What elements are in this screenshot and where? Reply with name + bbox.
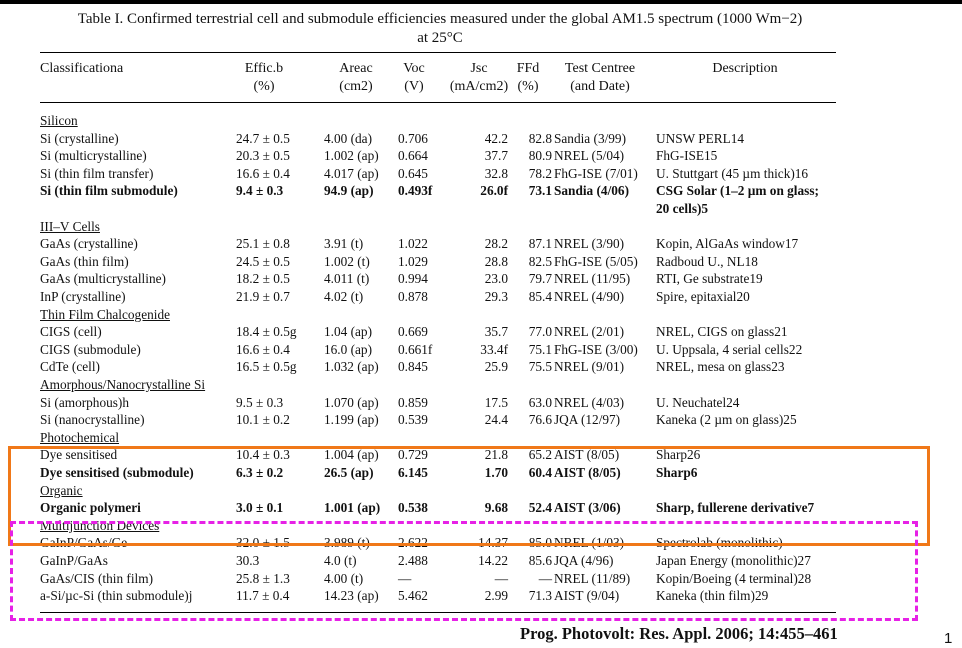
cell-description: U. Stuttgart (45 µm thick)16 (656, 165, 809, 181)
cell-efficiency: 16.6 ± 0.4 (236, 341, 290, 357)
cell-area: 1.004 (ap) (324, 447, 379, 463)
cell-area: 16.0 (ap) (324, 341, 372, 357)
cell-test-centre: FhG-ISE (3/00) (554, 341, 638, 357)
cell-jsc: 28.2 (484, 236, 508, 252)
cell-jsc: 14.37 (478, 535, 508, 551)
cell-jsc: 33.4f (480, 341, 508, 357)
header-classification: Classificationa (40, 61, 124, 76)
cell-test-centre: Sandia (3/99) (554, 130, 627, 146)
cell-area: 14.23 (ap) (324, 588, 379, 604)
header-effic (236, 60, 292, 96)
cell-classification: GaAs (thin film) (40, 253, 129, 269)
cell-area: 1.001 (ap) (324, 500, 381, 516)
cell-voc: — (398, 570, 412, 586)
table-top-rule (40, 52, 836, 53)
cell-test-centre: NREL (11/95) (554, 271, 631, 287)
cell-description: Japan Energy (monolithic)27 (656, 553, 811, 568)
table-row (40, 358, 836, 376)
section-heading-row (40, 218, 836, 236)
cell-test-centre: AIST (8/05) (554, 447, 620, 463)
header-ff-unit: (%) (517, 79, 539, 94)
cell-test-centre: NREL (9/01) (554, 359, 625, 375)
cell-area: 4.00 (t) (324, 570, 364, 586)
section-heading: III–V Cells (40, 218, 100, 234)
cell-area: 1.199 (ap) (324, 412, 379, 428)
cell-ff: 71.3 (528, 588, 552, 604)
cell-area: 3.989 (t) (324, 535, 370, 551)
header-test-centre-date: (and Date) (570, 79, 630, 94)
section-heading: Thin Film Chalcogenide (40, 306, 170, 322)
cell-area: 4.00 (da) (324, 130, 372, 146)
cell-description-continued: 20 cells)5 (656, 200, 709, 216)
caption-line-1: Table I. Confirmed terrestrial cell and submodule efficiencies measured under the global AM1.5 spectrum (1000 Wm−2) (77, 11, 803, 27)
cell-voc: 5.462 (398, 588, 428, 604)
cell-voc: 1.022 (398, 236, 428, 252)
cell-area: 4.017 (ap) (324, 165, 379, 181)
header-effic-unit: (%) (253, 79, 275, 94)
cell-voc: 0.878 (398, 289, 428, 304)
cell-test-centre: NREL (4/03) (554, 394, 625, 410)
cell-voc: 0.645 (398, 165, 428, 181)
cell-test-centre: AIST (3/06) (554, 500, 621, 516)
cell-jsc: 14.22 (478, 553, 508, 568)
cell-description: Radboud U., NL18 (656, 253, 758, 269)
cell-ff: 78.2 (528, 165, 552, 181)
section-heading: Photochemical (40, 429, 120, 445)
table-row (40, 147, 836, 165)
cell-efficiency: 3.0 ± 0.1 (236, 500, 284, 516)
cell-classification: GaInP/GaAs/Ge (40, 535, 128, 551)
header-jsc-label: Jsc (470, 61, 488, 76)
cell-classification: Dye sensitised (40, 447, 118, 463)
cell-area: 1.032 (ap) (324, 359, 379, 375)
cell-jsc: 32.8 (484, 165, 508, 181)
cell-efficiency: 9.5 ± 0.3 (236, 394, 284, 410)
cell-voc: 0.493f (398, 183, 433, 199)
header-ff-label: FFd (516, 61, 540, 76)
cell-jsc: 9.68 (484, 500, 508, 516)
section-heading: Silicon (40, 113, 78, 128)
cell-ff: 75.1 (528, 341, 552, 357)
cell-voc: 0.859 (398, 394, 428, 410)
cell-classification: Si (crystalline) (40, 130, 119, 146)
cell-ff: 85.4 (528, 289, 552, 304)
cell-ff: 63.0 (528, 394, 552, 410)
cell-test-centre: NREL (5/04) (554, 148, 625, 164)
cell-area: 1.002 (t) (324, 253, 370, 269)
table-row (40, 411, 836, 429)
cell-area: 94.9 (ap) (324, 183, 374, 199)
cell-description: Sharp, fullerene derivative7 (656, 500, 815, 516)
cell-efficiency: 24.7 ± 0.5 (236, 130, 290, 146)
cell-efficiency: 32.0 ± 1.5 (236, 535, 290, 551)
cell-voc: 0.539 (398, 412, 428, 428)
cell-efficiency: 21.9 ± 0.7 (236, 289, 290, 304)
cell-ff: 76.6 (528, 412, 552, 428)
cell-jsc: 42.2 (484, 130, 508, 146)
cell-efficiency: 18.2 ± 0.5 (236, 271, 290, 287)
cell-area: 4.02 (t) (324, 289, 364, 304)
header-jsc-unit: (mA/cm2) (449, 79, 509, 94)
section-heading: Amorphous/Nanocrystalline Si (40, 377, 206, 392)
cell-classification: GaAs/CIS (thin film) (40, 570, 154, 586)
cell-voc: 0.845 (398, 359, 428, 375)
cell-classification: Si (nanocrystalline) (40, 412, 145, 428)
cell-jsc: 26.0f (480, 183, 508, 199)
cell-area: 1.070 (ap) (324, 394, 379, 410)
cell-classification: InP (crystalline) (40, 289, 126, 304)
section-heading-row (40, 429, 836, 447)
cell-efficiency: 25.8 ± 1.3 (236, 570, 290, 586)
cell-area: 4.011 (t) (324, 271, 370, 287)
cell-efficiency: 24.5 ± 0.5 (236, 253, 290, 269)
cell-ff: 80.9 (528, 148, 552, 164)
cell-ff: 82.5 (528, 253, 552, 269)
table-header-rule (40, 102, 836, 103)
cell-classification: CIGS (submodule) (40, 341, 141, 357)
cell-ff: 82.8 (528, 130, 552, 146)
cell-voc: 0.729 (398, 447, 428, 463)
table-row (40, 165, 836, 183)
cell-voc: 0.706 (398, 130, 428, 146)
cell-classification: CIGS (cell) (40, 324, 102, 340)
cell-ff: 77.0 (528, 324, 552, 340)
section-heading: Multijunction Devices (40, 517, 160, 533)
table-row (40, 270, 836, 288)
cell-area: 1.002 (ap) (324, 148, 379, 164)
cell-efficiency: 30.3 (236, 553, 260, 568)
cell-jsc: 29.3 (484, 289, 508, 304)
cell-jsc: 35.7 (484, 324, 508, 340)
cell-test-centre: NREL (4/90) (554, 289, 625, 304)
table-row (40, 323, 836, 341)
table-row (40, 182, 836, 216)
cell-jsc: 23.0 (484, 271, 508, 287)
cell-efficiency: 18.4 ± 0.5g (236, 324, 297, 340)
page-number: 1 (944, 630, 953, 647)
cell-voc: 0.661f (398, 341, 433, 357)
cell-description: Sharp6 (656, 465, 698, 480)
cell-efficiency: 11.7 ± 0.4 (236, 588, 290, 604)
magenta-dashed-highlight-box (10, 521, 918, 621)
cell-classification: Si (amorphous)h (40, 394, 130, 410)
cell-classification: a-Si/µc-Si (thin submodule)j (40, 588, 193, 604)
cell-voc: 1.029 (398, 253, 428, 269)
cell-ff: 73.1 (528, 183, 552, 199)
cell-jsc: 28.8 (484, 253, 508, 269)
section-heading-row (40, 376, 836, 394)
section-heading: Organic (40, 482, 83, 498)
cell-classification: CdTe (cell) (40, 359, 100, 375)
cell-test-centre: AIST (9/04) (554, 588, 620, 604)
cell-classification: GaInP/GaAs (40, 553, 108, 568)
cell-test-centre: JQA (12/97) (554, 412, 621, 428)
cell-test-centre: NREL (11/89) (554, 570, 631, 586)
header-voc (392, 60, 436, 96)
cell-test-centre: Sandia (4/06) (554, 183, 629, 199)
cell-description: FhG-ISE15 (656, 148, 718, 164)
table-row (40, 130, 836, 148)
cell-voc: 0.664 (398, 148, 428, 164)
cell-test-centre: FhG-ISE (7/01) (554, 165, 638, 181)
header-effic-label: Effic.b (244, 61, 284, 76)
cell-ff: 87.1 (528, 236, 552, 252)
table-row (40, 341, 836, 359)
cell-description: NREL, CIGS on glass21 (656, 324, 788, 340)
cell-description: Kopin/Boeing (4 terminal)28 (656, 570, 812, 586)
header-area-unit: (cm2) (339, 79, 373, 94)
cell-description: Sharp26 (656, 447, 701, 463)
cell-description: U. Neuchatel24 (656, 394, 740, 410)
cell-ff: 60.4 (528, 465, 552, 480)
cell-jsc: 17.5 (484, 394, 508, 410)
cell-efficiency: 16.6 ± 0.4 (236, 165, 290, 181)
cell-area: 4.0 (t) (324, 553, 357, 568)
cell-voc: 0.994 (398, 271, 428, 287)
cell-area: 26.5 (ap) (324, 465, 374, 480)
cell-description: NREL, mesa on glass23 (656, 359, 785, 375)
cell-jsc: 37.7 (484, 148, 508, 164)
cell-ff: 85.0 (528, 535, 552, 551)
table-row (40, 288, 836, 306)
cell-voc: 6.145 (398, 465, 428, 480)
cell-ff: 52.4 (528, 500, 552, 516)
cell-voc: 2.622 (398, 535, 428, 551)
cell-efficiency: 20.3 ± 0.5 (236, 148, 290, 164)
cell-ff: 65.2 (528, 447, 552, 463)
cell-description: U. Uppsala, 4 serial cells22 (656, 341, 803, 357)
cell-test-centre: FhG-ISE (5/05) (554, 253, 638, 269)
cell-test-centre: NREL (3/90) (554, 236, 625, 252)
cell-jsc: 2.99 (484, 588, 508, 604)
cell-ff: — (538, 570, 552, 586)
cell-efficiency: 16.5 ± 0.5g (236, 359, 297, 375)
cell-classification: GaAs (multicrystalline) (40, 271, 166, 287)
cell-description: CSG Solar (1–2 µm on glass; (656, 183, 819, 199)
header-test-centre-label: Test Centree (564, 61, 636, 76)
cell-jsc: 1.70 (484, 465, 508, 480)
cell-area: 1.04 (ap) (324, 324, 372, 340)
cell-voc: 2.488 (398, 553, 428, 568)
header-ff (508, 60, 548, 96)
header-description: Description (712, 61, 778, 76)
cell-classification: Si (thin film transfer) (40, 165, 154, 181)
cell-test-centre: JQA (4/96) (554, 553, 614, 568)
cell-ff: 75.5 (528, 359, 552, 375)
journal-citation: Prog. Photovolt: Res. Appl. 2006; 14:455–461 (520, 624, 838, 643)
table-row (40, 235, 836, 253)
cell-classification: Si (thin film submodule) (40, 183, 178, 199)
cell-description: RTI, Ge substrate19 (656, 271, 763, 287)
cell-test-centre: NREL (2/01) (554, 324, 625, 340)
cell-description: Kopin, AlGaAs window17 (656, 236, 799, 252)
cell-voc: 0.669 (398, 324, 428, 340)
cell-ff: 79.7 (528, 271, 552, 287)
cell-classification: Dye sensitised (submodule) (40, 465, 194, 480)
cell-jsc: 25.9 (484, 359, 508, 375)
top-border-bar (0, 0, 962, 4)
header-area-label: Areac (339, 61, 373, 76)
cell-efficiency: 6.3 ± 0.2 (236, 465, 284, 480)
cell-jsc: — (494, 570, 508, 586)
cell-description: Spectrolab (monolithic) (656, 535, 783, 551)
cell-description: Spire, epitaxial20 (656, 289, 750, 304)
cell-area: 3.91 (t) (324, 236, 364, 252)
cell-efficiency: 9.4 ± 0.3 (236, 183, 284, 199)
table-row (40, 394, 836, 412)
table-row (40, 253, 836, 271)
cell-classification: Organic polymeri (40, 500, 141, 516)
header-voc-unit: (V) (404, 79, 424, 94)
cell-description: Kaneka (2 µm on glass)25 (656, 412, 797, 428)
cell-efficiency: 10.4 ± 0.3 (236, 447, 290, 463)
cell-efficiency: 25.1 ± 0.8 (236, 236, 290, 252)
section-heading-row (40, 112, 836, 130)
table-caption (40, 10, 840, 48)
cell-test-centre: NREL (1/03) (554, 535, 625, 551)
cell-jsc: 24.4 (484, 412, 508, 428)
header-test-centre (546, 60, 654, 96)
cell-jsc: 21.8 (484, 447, 508, 463)
cell-ff: 85.6 (528, 553, 552, 568)
header-voc-label: Voc (403, 61, 425, 76)
cell-voc: 0.538 (398, 500, 428, 516)
cell-description: Kaneka (thin film)29 (656, 588, 769, 604)
cell-efficiency: 10.1 ± 0.2 (236, 412, 290, 428)
cell-description: UNSW PERL14 (656, 130, 745, 146)
caption-line-2: at 25°C (417, 30, 463, 46)
section-heading-row (40, 306, 836, 324)
cell-classification: Si (multicrystalline) (40, 148, 147, 164)
cell-test-centre: AIST (8/05) (554, 465, 621, 480)
cell-classification: GaAs (crystalline) (40, 236, 138, 252)
header-area (320, 60, 392, 96)
